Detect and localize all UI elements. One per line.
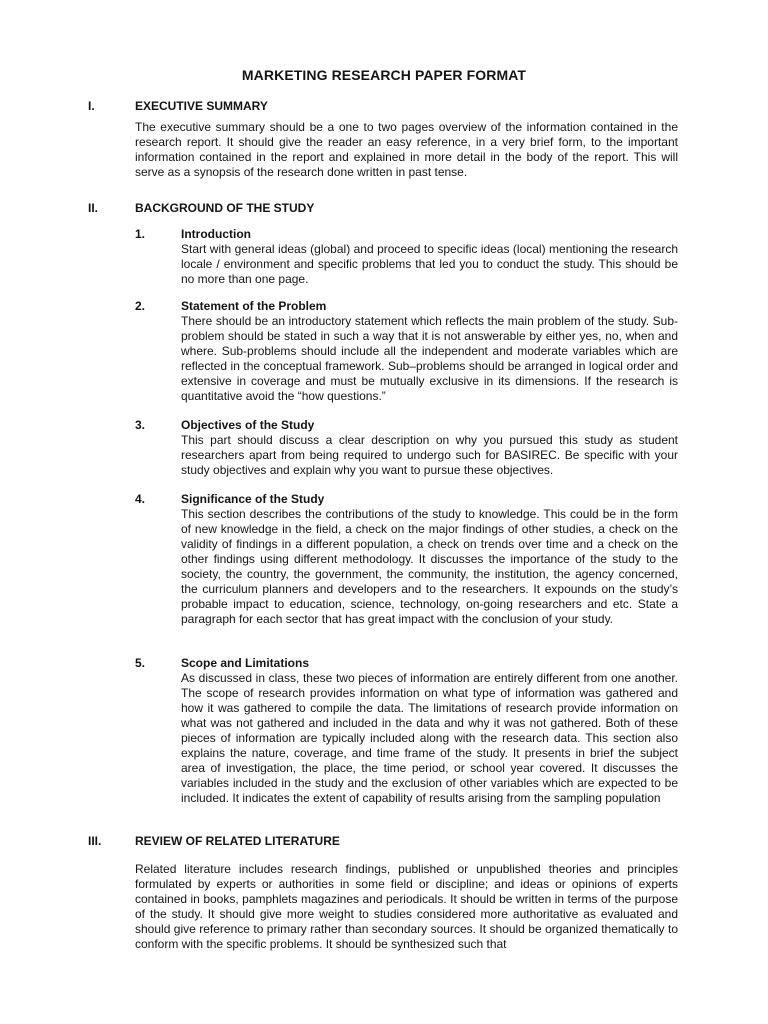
item-heading-scope-limitations: Scope and Limitations xyxy=(181,656,310,670)
item-number: 2. xyxy=(135,299,146,313)
item-heading-objectives: Objectives of the Study xyxy=(181,418,315,432)
item-heading-introduction: Introduction xyxy=(181,227,251,241)
introduction-paragraph: Start with general ideas (global) and proceed to specific ideas (local) mentioning the research locale / environment and specific problems that led you to conduct the study. This should be no more than one page. xyxy=(181,242,678,286)
item-heading-statement-of-problem: Statement of the Problem xyxy=(181,299,327,313)
section-heading-background: BACKGROUND OF THE STUDY xyxy=(135,201,315,215)
section-heading-executive-summary: EXECUTIVE SUMMARY xyxy=(135,99,268,113)
objectives-paragraph: This part should discuss a clear description on why you pursued this study as student researchers apart from being required to undergo such for BASIREC. Be specific with your study objectives and explain why you want to pursue these objectives. xyxy=(181,433,678,477)
section-numeral: II. xyxy=(88,201,99,215)
significance-paragraph: This section describes the contributions of the study to knowledge. This could be in the form of new knowledge in the field, a check on the major findings of other studies, a check on the validity of findings in a different population, a check on trends over time and a check on the other findings using different methodology. It discusses the importance of the study to the society, the country, the government, the community, the institution, the agency concerned, the curriculum planners and developers and to the researchers. It expounds on the study’s probable impact to education, science, technology, on-going researchers and etc. State a paragraph for each sector that has great impact with the conclusion of your study. xyxy=(181,507,678,626)
statement-of-problem-paragraph: There should be an introductory statement which reflects the main problem of the study. Sub-problem should be stated in such a way that it is not answerable by either yes, no, when and where. Sub-problems should include all the independent and moderate variables which are reflected in the conceptual framework. Sub–problems should be arranged in logical order and extensive in coverage and must be mutually exclusive in its dimensions. If the research is quantitative avoid the “how questions.” xyxy=(181,314,678,403)
section-numeral: I. xyxy=(88,99,95,113)
item-number: 5. xyxy=(135,656,146,670)
item-number: 3. xyxy=(135,418,146,432)
item-heading-significance: Significance of the Study xyxy=(181,492,325,506)
section-numeral: III. xyxy=(88,834,102,848)
item-number: 4. xyxy=(135,492,146,506)
document-title: MARKETING RESEARCH PAPER FORMAT xyxy=(241,67,527,83)
section-heading-review-literature: REVIEW OF RELATED LITERATURE xyxy=(135,834,340,848)
item-number: 1. xyxy=(135,227,146,241)
review-literature-paragraph: Related literature includes research findings, published or unpublished theories and principles formulated by experts or authorities in some field or discipline; and ideas or opinions of experts contained in books, pamphlets magazines and periodicals. It should be written in terms of the purpose of the study. It should give more weight to studies considered more authoritative as evaluated and should give reference to primary rather than secondary sources. It should be organized thematically to conform with the specific problems. It should be synthesized such that xyxy=(135,862,678,951)
executive-summary-paragraph: The executive summary should be a one to two pages overview of the information contained in the research report. It should give the reader an easy reference, in a very brief form, to the important information contained in the report and explained in more detail in the body of the report. This will serve as a synopsis of the research done written in past tense. xyxy=(135,120,678,179)
scope-limitations-paragraph: As discussed in class, these two pieces of information are entirely different from one another. The scope of research provides information on what type of information was gathered and how it was gathered to compile the data. The limitations of research provide information on what was not gathered and included in the data and why it was not gathered. Both of these pieces of information are typically included along with the research data. This section also explains the nature, coverage, and time frame of the study. It presents in brief the subject area of investigation, the place, the time period, or school year covered. It discusses the variables included in the study and the exclusion of other variables which are expected to be included. It indicates the extent of capability of results arising from the sampling population xyxy=(181,671,678,805)
